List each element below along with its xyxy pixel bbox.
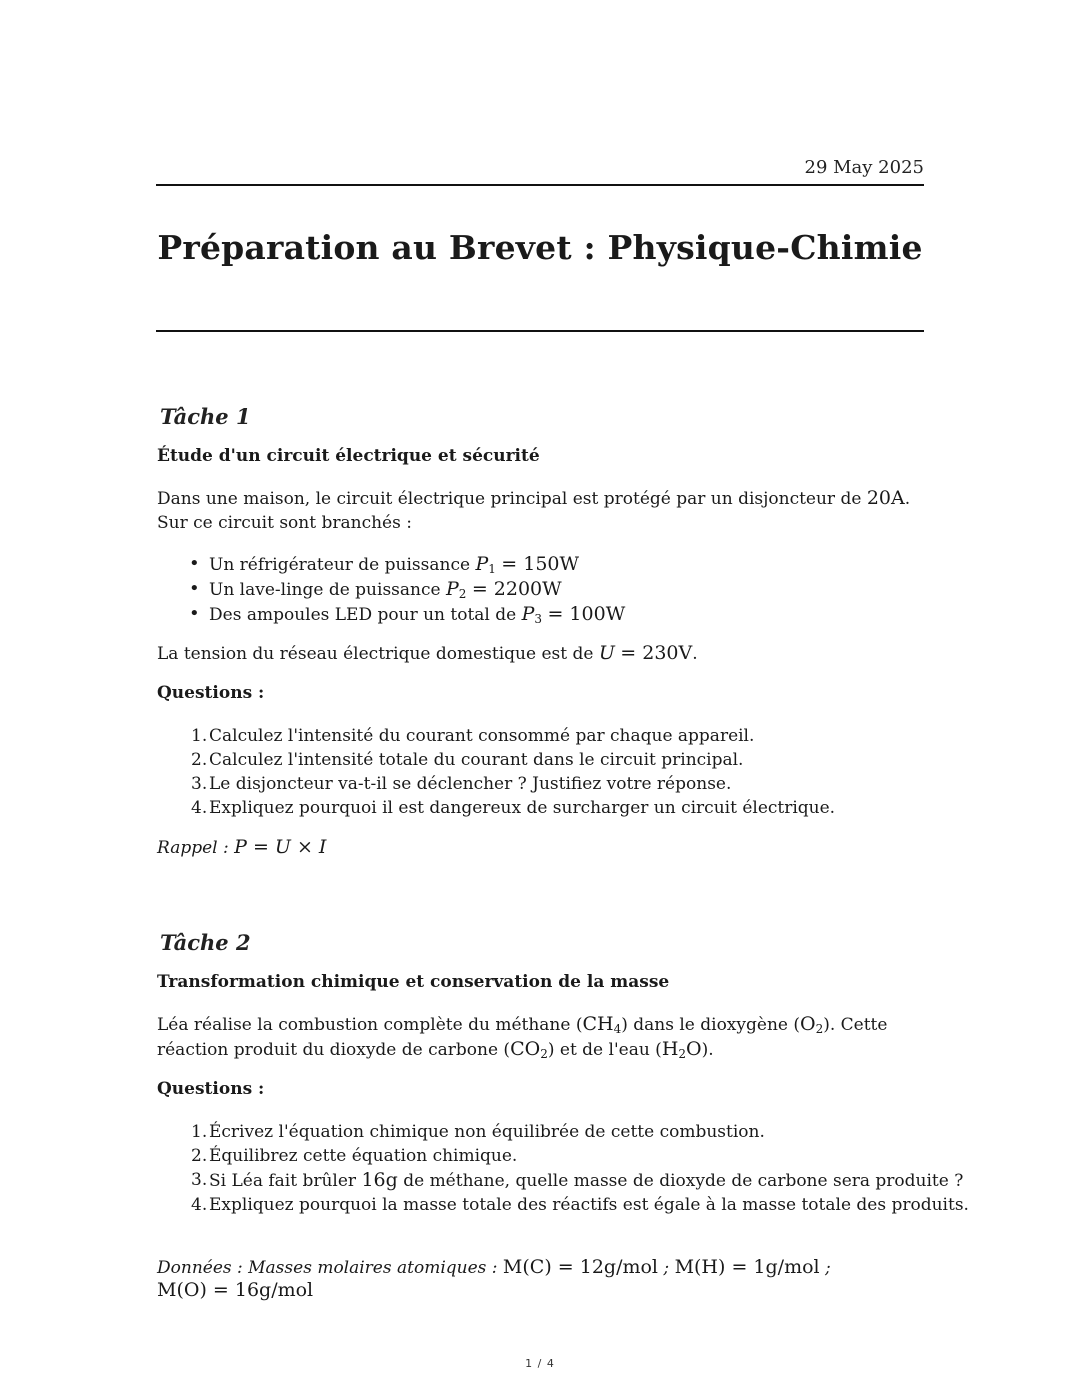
reminder-label: Rappel : [157,838,235,858]
question-text: Si Léa fait brûler [209,1171,362,1191]
formula-sub: 2 [815,1022,824,1036]
question-text: Calculez l'intensité du courant consommé par chaque appareil. [209,726,755,746]
title-rule [156,330,924,332]
power-value: = 100W [547,603,626,625]
header-rule [156,184,924,186]
list-item [191,796,979,820]
voltage-end: . [692,644,698,664]
power-sub: 1 [488,562,496,576]
intro-text: ). Cette réaction produit du dioxyde de carbone ( [157,1015,888,1060]
list-item [191,1193,979,1217]
intro-text: ) dans le dioxygène ( [621,1015,800,1035]
data-separator: ; [658,1258,675,1278]
list-item [209,552,625,577]
formula-sub: 2 [540,1047,548,1061]
question-text: Expliquez pourquoi il est dangereux de surcharger un circuit électrique. [209,798,836,818]
list-item [209,577,625,602]
breaker-value: 20A [866,487,905,509]
power-sub: 3 [534,612,543,626]
molar-mass-o: M(O) = 16g/mol [157,1279,314,1301]
voltage-value: = 230V [620,642,693,664]
item-text: Des ampoules LED pour un total de [209,605,522,625]
task2-data [157,1256,927,1302]
task1-reminder [157,836,927,859]
formula-h2o: H [661,1038,679,1060]
page-number: 1 / 4 [525,1357,555,1370]
formula-ch4: CH [582,1013,614,1035]
question-number: 3. [191,1170,208,1190]
question-number: 4. [191,1195,208,1215]
task2-subheading: Transformation chimique et conservation de la masse [157,972,670,992]
document-date: 29 May 2025 [804,157,924,178]
task2-heading: Tâche 2 [160,930,251,955]
question-number: 4. [191,798,208,818]
question-text: Expliquez pourquoi la masse totale des réactifs est égale à la masse totale des produits. [209,1195,969,1215]
reminder-formula: P = U × I [234,836,327,858]
list-item [191,1144,979,1168]
data-label: Données : Masses molaires atomiques : [157,1258,503,1278]
formula-sub: 2 [678,1047,687,1061]
list-item [191,1168,979,1193]
voltage-text: La tension du réseau électrique domestique est de [157,644,599,664]
list-item [191,1120,979,1144]
task1-intro-text-b: . Sur ce circuit sont branchés : [157,489,911,533]
question-text: Équilibrez cette équation chimique. [209,1146,518,1166]
task2-questions [157,1120,979,1217]
power-var: P [445,578,459,600]
task2-questions-label: Questions : [157,1079,265,1099]
list-item [191,772,979,796]
item-text: Un lave-linge de puissance [209,580,446,600]
data-separator: ; [819,1258,831,1278]
item-text: Un réfrigérateur de puissance [209,555,476,575]
list-item [209,602,625,627]
task1-intro [157,486,927,535]
intro-text: Léa réalise la combustion complète du méthane ( [157,1015,583,1035]
molar-mass-h: M(H) = 1g/mol [674,1256,820,1278]
power-var: P [475,553,489,575]
molar-mass-c: M(C) = 12g/mol [502,1256,659,1278]
list-item [191,748,979,772]
methane-mass: 16g [361,1169,398,1191]
list-item [191,724,979,748]
question-number: 1. [191,726,208,746]
power-sub: 2 [458,587,467,601]
intro-text: ) et de l'eau ( [547,1040,662,1060]
formula-o2: O [799,1013,816,1035]
power-value: = 150W [501,553,580,575]
task1-questions-label: Questions : [157,683,265,703]
question-number: 2. [191,1146,208,1166]
formula-co2: CO [510,1038,541,1060]
intro-text: ). [701,1040,714,1060]
task1-heading: Tâche 1 [160,404,251,429]
task1-intro-text-a: Dans une maison, le circuit électrique principal est protégé par un disjoncteur de [157,489,867,509]
question-text: Écrivez l'équation chimique non équilibrée de cette combustion. [209,1122,765,1142]
formula-h2o-o: O [686,1038,702,1060]
task2-intro [157,1012,927,1062]
question-text: Le disjoncteur va-t-il se déclencher ? Justifiez votre réponse. [209,774,732,794]
question-text: de méthane, quelle masse de dioxyde de carbone sera produite ? [397,1171,964,1191]
voltage-statement [157,641,927,666]
formula-sub: 4 [613,1022,622,1036]
question-number: 2. [191,750,208,770]
power-value: = 2200W [471,578,562,600]
task1-subheading: Étude d'un circuit électrique et sécurité [157,446,540,466]
question-number: 3. [191,774,208,794]
voltage-var: U [598,642,615,664]
question-text: Calculez l'intensité totale du courant dans le circuit principal. [209,750,744,770]
page-title: Préparation au Brevet : Physique-Chimie [157,228,923,267]
power-var: P [521,603,535,625]
task1-questions [157,724,979,820]
appliance-list [157,552,625,627]
question-number: 1. [191,1122,208,1142]
